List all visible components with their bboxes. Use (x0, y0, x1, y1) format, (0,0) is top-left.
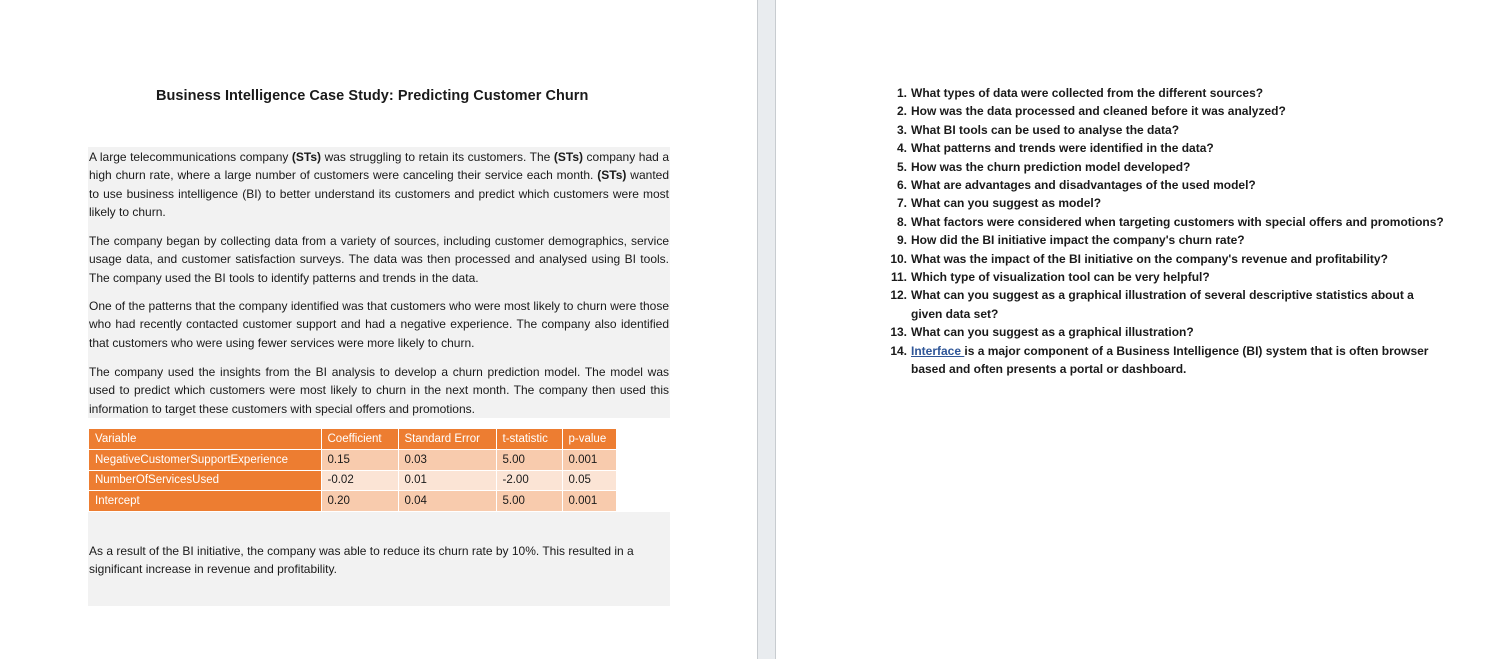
table-cell: -0.02 (321, 470, 398, 491)
table-cell: 0.20 (321, 491, 398, 512)
table-cell: 5.00 (496, 491, 562, 512)
table-header-row (89, 429, 616, 450)
table-cell-variable: Intercept (89, 491, 321, 512)
table-cell: 5.00 (496, 450, 562, 471)
question-item (886, 121, 1446, 139)
question-number: 6. (896, 178, 907, 193)
table-cell-variable: NegativeCustomerSupportExperience (89, 450, 321, 471)
table-header-cell: Coefficient (321, 429, 398, 450)
table-cell: 0.001 (562, 450, 616, 471)
paragraph-result: As a result of the BI initiative, the company was able to reduce its churn rate by 10%. This resulted in a significant increase in revenue and profitability. (89, 544, 634, 577)
question-item (886, 176, 1446, 194)
question-text: What patterns and trends were identified in the data? (911, 141, 1214, 156)
document-title: Business Intelligence Case Study: Predicting Customer Churn (156, 88, 589, 104)
table-cell: 0.05 (562, 470, 616, 491)
question-item (886, 268, 1446, 286)
question-number: 4. (896, 141, 907, 156)
question-item (886, 139, 1446, 157)
question-number: 3. (896, 122, 907, 137)
paragraph-model: The company used the insights from the BI analysis to develop a churn prediction model. The model was used to predict which customers were most likely to churn in the next month. The company then used this information to target these customers with special offers and promotions. (89, 365, 669, 416)
table-header-cell: Variable (89, 429, 321, 450)
question-item (886, 250, 1446, 268)
question-text: What BI tools can be used to analyse the data? (911, 122, 1180, 137)
table-cell: 0.03 (398, 450, 496, 471)
question-text: What can you suggest as model? (911, 196, 1102, 211)
table-header-cell: p-value (562, 429, 616, 450)
paragraph-data-collection: The company began by collecting data from a variety of sources, including customer demographics, service usage data, and customer satisfaction surveys. The data was then processed and analysed using BI tools. The company used the BI tools to identify patterns and trends in the data. (89, 234, 669, 285)
page-gutter (757, 0, 776, 659)
question-item (886, 231, 1446, 249)
table-cell: 0.04 (398, 491, 496, 512)
paragraph-intro: A large telecommunications company (STs) was struggling to retain its customers. The (STs) company had a high churn rate, where a large number of customers were canceling their service each month. (STs) wanted to use business intelligence (BI) to better understand its customers and predict which customers were most likely to churn. (89, 150, 670, 219)
table-cell: -2.00 (496, 470, 562, 491)
question-text: What can you suggest as a graphical illustration? (911, 325, 1194, 340)
question-text: How was the data processed and cleaned before it was analyzed? (911, 104, 1286, 119)
question-text: How was the churn prediction model developed? (911, 159, 1191, 174)
question-number: 13. (890, 325, 907, 340)
question-number: 12. (890, 288, 907, 303)
coefficient-table (89, 429, 617, 512)
table-row (89, 491, 616, 512)
question-text: What can you suggest as a graphical illustration of several descriptive statistics about a given data set? (911, 288, 1414, 321)
table-cell: 0.01 (398, 470, 496, 491)
question-item (886, 286, 1446, 323)
interface-link[interactable]: Interface (911, 343, 965, 358)
question-text: How did the BI initiative impact the company's churn rate? (911, 233, 1245, 248)
table-header-cell: Standard Error (398, 429, 496, 450)
question-item (886, 342, 1446, 379)
table-cell-variable: NumberOfServicesUsed (89, 470, 321, 491)
question-item (886, 194, 1446, 212)
question-text: What are advantages and disadvantages of the used model? (911, 178, 1256, 193)
table-cell: 0.001 (562, 491, 616, 512)
table-row (89, 470, 616, 491)
question-text: What factors were considered when targeting customers with special offers and promotions? (911, 214, 1444, 229)
table-cell: 0.15 (321, 450, 398, 471)
question-number: 5. (896, 159, 907, 174)
question-number: 7. (896, 196, 907, 211)
question-text: What types of data were collected from the different sources? (911, 86, 1264, 100)
question-number: 11. (890, 270, 907, 285)
question-number: 14. (890, 343, 907, 358)
question-item (886, 323, 1446, 341)
question-number: 1. (896, 86, 907, 100)
question-number: 9. (896, 233, 907, 248)
question-text: is a major component of a Business Intelligence (BI) system that is often browser based and often presents a portal or dashboard. (911, 343, 1429, 377)
question-list (886, 84, 1446, 379)
question-text: Which type of visualization tool can be very helpful? (911, 270, 1210, 285)
question-item (886, 84, 1446, 102)
question-number: 8. (896, 214, 907, 229)
question-number: 10. (890, 251, 907, 266)
question-item (886, 102, 1446, 120)
table-row (89, 450, 616, 471)
paragraph-patterns: One of the patterns that the company identified was that customers who were most likely to churn were those who had recently contacted customer support and had a negative experience. The company also identified that customers who were using fewer services were more likely to churn. (89, 299, 669, 350)
table-header-cell: t-statistic (496, 429, 562, 450)
question-item (886, 213, 1446, 231)
question-text: What was the impact of the BI initiative on the company's revenue and profitability? (911, 251, 1388, 266)
question-item (886, 158, 1446, 176)
question-number: 2. (896, 104, 907, 119)
